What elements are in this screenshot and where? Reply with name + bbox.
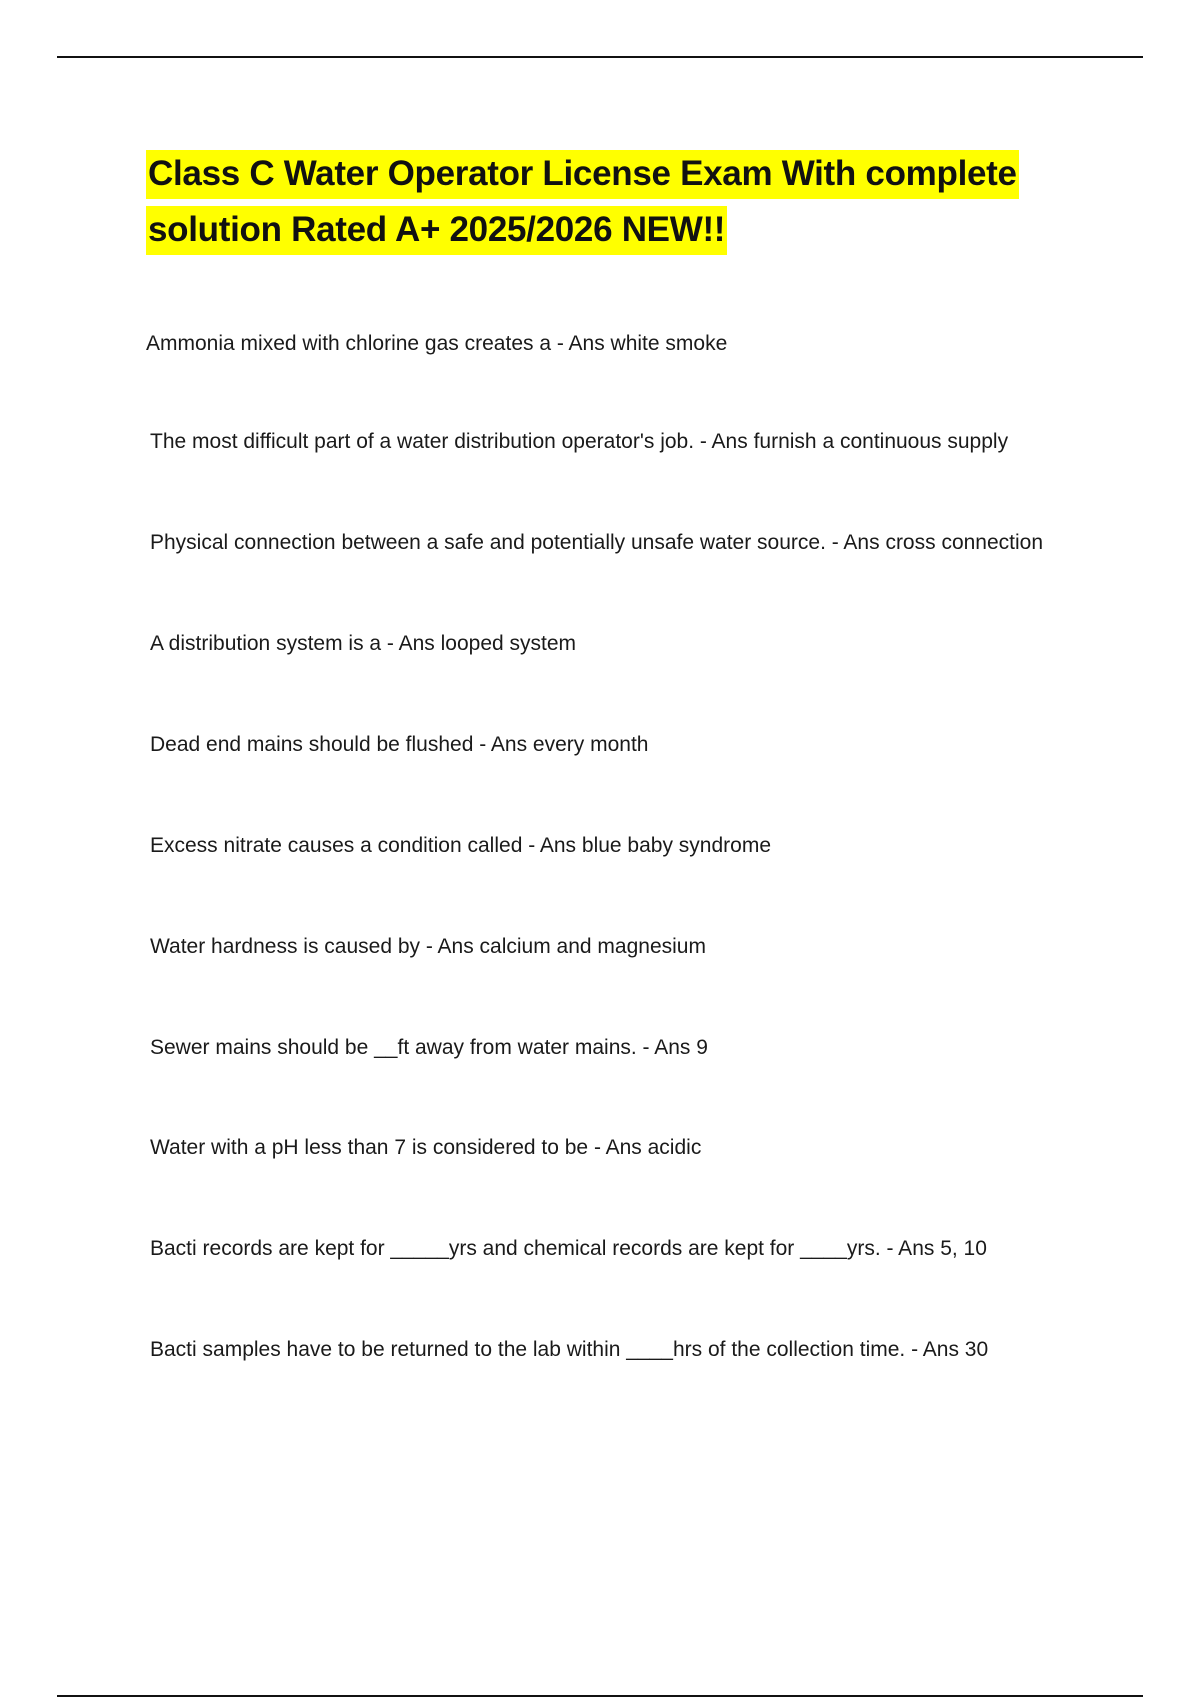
qa-item: Physical connection between a safe and potentially unsafe water source. - Ans cross connection (150, 531, 1044, 554)
qa-item: Water with a pH less than 7 is considered to be - Ans acidic (150, 1136, 702, 1159)
title-highlight: Class C Water Operator License Exam With complete solution Rated A+ 2025/2026 NEW!! (146, 150, 1019, 255)
qa-item: The most difficult part of a water distribution operator's job. - Ans furnish a continuous supply (150, 430, 1009, 453)
footer-rule (57, 1695, 1143, 1697)
qa-item: Water hardness is caused by - Ans calcium and magnesium (150, 935, 706, 958)
qa-item: Ammonia mixed with chlorine gas creates a - Ans white smoke (146, 332, 728, 355)
qa-item: A distribution system is a - Ans looped system (150, 632, 577, 655)
qa-item: Bacti samples have to be returned to the lab within ____hrs of the collection time. - Ans 30 (150, 1338, 989, 1361)
qa-item: Dead end mains should be flushed - Ans every month (150, 733, 649, 756)
qa-item: Excess nitrate causes a condition called - Ans blue baby syndrome (150, 834, 772, 857)
qa-item: Sewer mains should be __ft away from water mains. - Ans 9 (150, 1036, 708, 1059)
qa-item: Bacti records are kept for _____yrs and chemical records are kept for ____yrs. - Ans 5, 10 (150, 1237, 987, 1260)
